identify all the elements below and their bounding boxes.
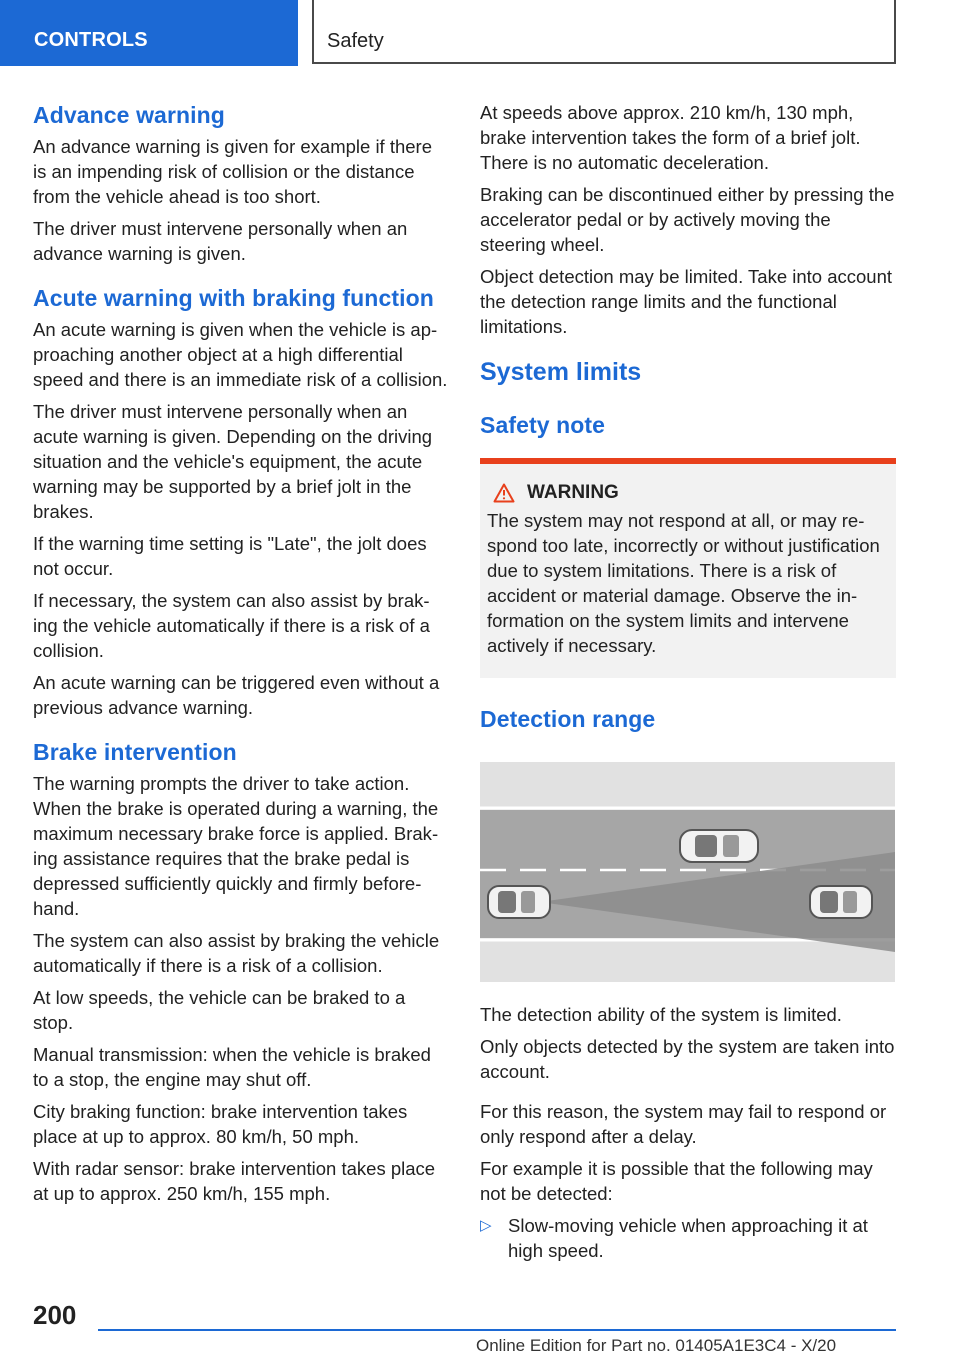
- bullet-text: Slow-moving vehicle when approaching it at high speed.: [508, 1215, 868, 1261]
- edition-footer: Online Edition for Part no. 01405A1E3C4 - X/20: [476, 1336, 837, 1355]
- chapter-tab[interactable]: CONTROLS: [0, 0, 298, 66]
- detection-range-illustration: [480, 762, 895, 982]
- paragraph: At low speeds, the vehicle can be braked to a stop.: [33, 987, 406, 1033]
- section-title: Safety: [312, 0, 896, 64]
- brake-intervention-heading: Brake intervention: [33, 739, 237, 765]
- footer-rule: [98, 1329, 896, 1331]
- car-icon: [488, 886, 550, 918]
- paragraph: The driver must intervene personally when an acute warning is given. Depending on the driving situation and the vehicle's equipment, the acute warning may be supported by a brief jolt in the brakes.: [33, 401, 433, 522]
- paragraph: Braking can be discontinued either by pressing the accelerator pedal or by actively moving the steering wheel.: [480, 184, 895, 255]
- page-number: 200: [33, 1300, 77, 1330]
- car-icon: [810, 886, 872, 918]
- detection-range-diagram: [480, 762, 895, 982]
- paragraph: If necessary, the system can also assist by braking the vehicle automatically if there is a risk of a collision.: [33, 590, 430, 661]
- acute-warning-heading: Acute warning with braking function: [33, 285, 434, 311]
- paragraph: If the warning time setting is "Late", the jolt does not occur.: [33, 533, 427, 579]
- paragraph: At speeds above approx. 210 km/h, 130 mph, brake intervention takes the form of a brief jolt. There is no automatic deceleration.: [480, 102, 861, 173]
- paragraph: City braking function: brake intervention takes place at up to approx. 80 km/h, 50 mph.: [33, 1101, 408, 1147]
- paragraph: The warning prompts the driver to take action. When the brake is operated during a warning, the maximum necessary brake force is applied. Braking assistance requires that the brake pedal is depressed sufficiently quickly and firmly beforehand.: [33, 773, 439, 919]
- paragraph: For this reason, the system may fail to respond or only respond after a delay.: [480, 1101, 887, 1147]
- right-column: [480, 100, 896, 1270]
- triangle-bullet-icon: ▷: [480, 1217, 492, 1234]
- paragraph: Manual transmission: when the vehicle is braked to a stop, the engine may shut off.: [33, 1044, 431, 1090]
- paragraph: For example it is possible that the following may not be detected:: [480, 1158, 873, 1204]
- system-limits-heading: System limits: [480, 358, 642, 386]
- paragraph: Object detection may be limited. Take into account the detection range limits and the functional limitations.: [480, 266, 893, 337]
- paragraph: An advance warning is given for example if there is an impending risk of collision or the distance from the vehicle ahead is too short.: [33, 136, 432, 207]
- paragraph: Only objects detected by the system are taken into account.: [480, 1036, 895, 1082]
- warning-triangle-icon: [493, 483, 515, 503]
- list-item: [480, 1213, 896, 1270]
- warning-text: The system may not respond at all, or may respond too late, incorrectly or without justification due to system limitations. There is a risk of accident or material damage. Observe the information on the system limits and intervene actively if necessary.: [487, 510, 880, 656]
- paragraph: An acute warning can be triggered even without a previous advance warning.: [33, 672, 440, 718]
- detection-range-heading: Detection range: [480, 706, 656, 732]
- left-column: [33, 100, 448, 1213]
- car-icon: [680, 830, 758, 862]
- paragraph: The system can also assist by braking the vehicle automatically if there is a risk of a collision.: [33, 930, 440, 976]
- warning-box: [480, 464, 896, 678]
- paragraph: The driver must intervene personally when an advance warning is given.: [33, 218, 408, 264]
- advance-warning-heading: Advance warning: [33, 102, 225, 128]
- warning-label: WARNING: [527, 482, 619, 503]
- paragraph: The detection ability of the system is limited.: [480, 1004, 842, 1025]
- paragraph: With radar sensor: brake intervention takes place at up to approx. 250 km/h, 155 mph.: [33, 1158, 436, 1204]
- safety-note-heading: Safety note: [480, 412, 606, 438]
- paragraph: An acute warning is given when the vehicle is approaching another object at a high differential speed and there is an immediate risk of a collision.: [33, 319, 448, 390]
